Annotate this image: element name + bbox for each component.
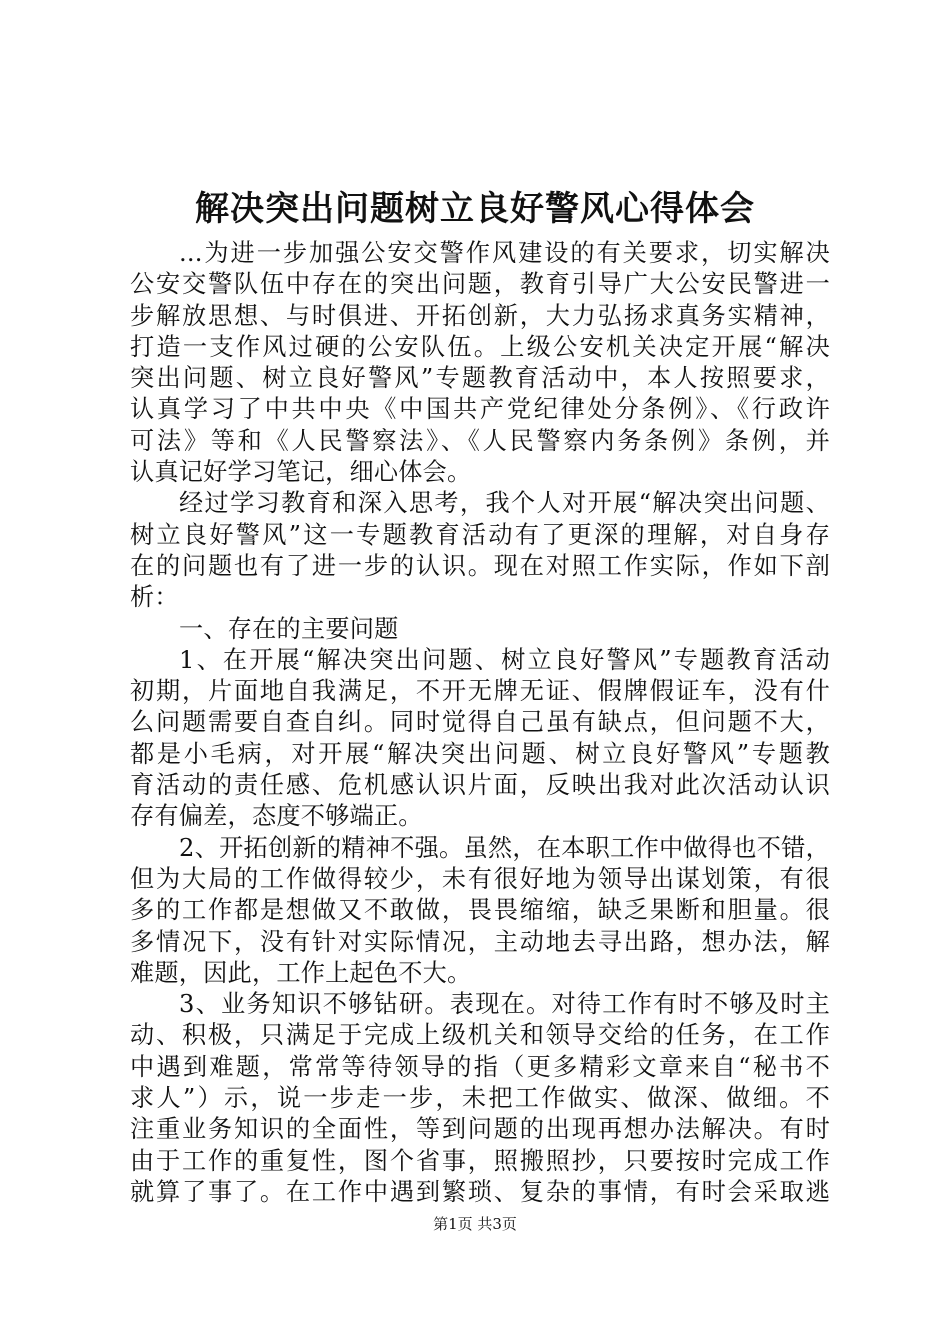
text-line: 存有偏差，态度不够端正。 [130, 802, 423, 831]
text-line: 树立良好警风”这一专题教育活动有了更深的理解，对自身存 [130, 520, 830, 549]
text-line: 公安交警队伍中存在的突出问题，教育引导广大公安民警进一 [130, 270, 830, 299]
text-line: 在的问题也有了进一步的认识。现在对照工作实际，作如下剖 [130, 551, 830, 580]
text-line: 求人”）示，说一步走一步，未把工作做实、做深、做细。不 [130, 1084, 830, 1113]
text-line: 1、在开展“解决突出问题、树立良好警风”专题教育活动 [179, 645, 830, 674]
document-body [130, 238, 830, 1208]
text-line: 难题，因此，工作上起色不大。 [130, 958, 472, 987]
text-line: 经过学习教育和深入思考，我个人对开展“解决突出问题、 [179, 489, 830, 518]
text-line: 动、积极，只满足于完成上级机关和领导交给的任务，在工作 [130, 1021, 830, 1050]
text-line: 多情况下，没有针对实际情况，主动地去寻出路，想办法，解 [130, 927, 830, 956]
text-line: 步解放思想、与时俱进、开拓创新，大力弘扬求真务实精神， [130, 301, 830, 330]
text-line: 认真记好学习笔记，细心体会。 [130, 458, 472, 487]
text-line: 注重业务知识的全面性，等到问题的出现再想办法解决。有时 [130, 1115, 830, 1144]
text-line: 育活动的责任感、危机感认识片面，反映出我对此次活动认识 [130, 771, 830, 800]
text-line: 认真学习了中共中央《中国共产党纪律处分条例》、《行政许 [130, 395, 830, 424]
text-line: 么问题需要自查自纠。同时觉得自己虽有缺点，但问题不大， [130, 708, 830, 737]
text-line: 但为大局的工作做得较少，未有很好地为领导出谋划策，有很 [130, 864, 830, 893]
document-title: 解决突出问题树立良好警风心得体会 [195, 189, 755, 229]
text-line: 一、存在的主要问题 [179, 614, 399, 643]
text-line: 2、开拓创新的精神不强。虽然，在本职工作中做得也不错， [179, 833, 830, 862]
text-line: 打造一支作风过硬的公安队伍。上级公安机关决定开展“解决 [130, 332, 830, 361]
text-line: 析： [130, 583, 179, 612]
text-line: 中遇到难题，常常等待领导的指（更多精彩文章来自“秘书不 [130, 1052, 830, 1081]
page-footer: 第1页 共3页 [433, 1215, 517, 1233]
text-line: 都是小毛病，对开展“解决突出问题、树立良好警风”专题教 [130, 739, 830, 768]
text-line: 初期，片面地自我满足，不开无牌无证、假牌假证车，没有什 [130, 677, 830, 706]
text-line: 多的工作都是想做又不敢做，畏畏缩缩，缺乏果断和胆量。很 [130, 896, 830, 925]
text-line: 3、业务知识不够钻研。表现在。对待工作有时不够及时主 [179, 990, 830, 1019]
text-line: 由于工作的重复性，图个省事，照搬照抄，只要按时完成工作 [130, 1146, 830, 1175]
text-line: 可法》等和《人民警察法》、《人民警察内务条例》条例，并 [130, 426, 830, 455]
text-line: ...为进一步加强公安交警作风建设的有关要求，切实解决 [179, 239, 830, 267]
text-line: 突出问题、树立良好警风”专题教育活动中，本人按照要求， [130, 364, 830, 393]
text-line: 就算了事了。在工作中遇到繁琐、复杂的事情，有时会采取逃 [130, 1177, 830, 1206]
